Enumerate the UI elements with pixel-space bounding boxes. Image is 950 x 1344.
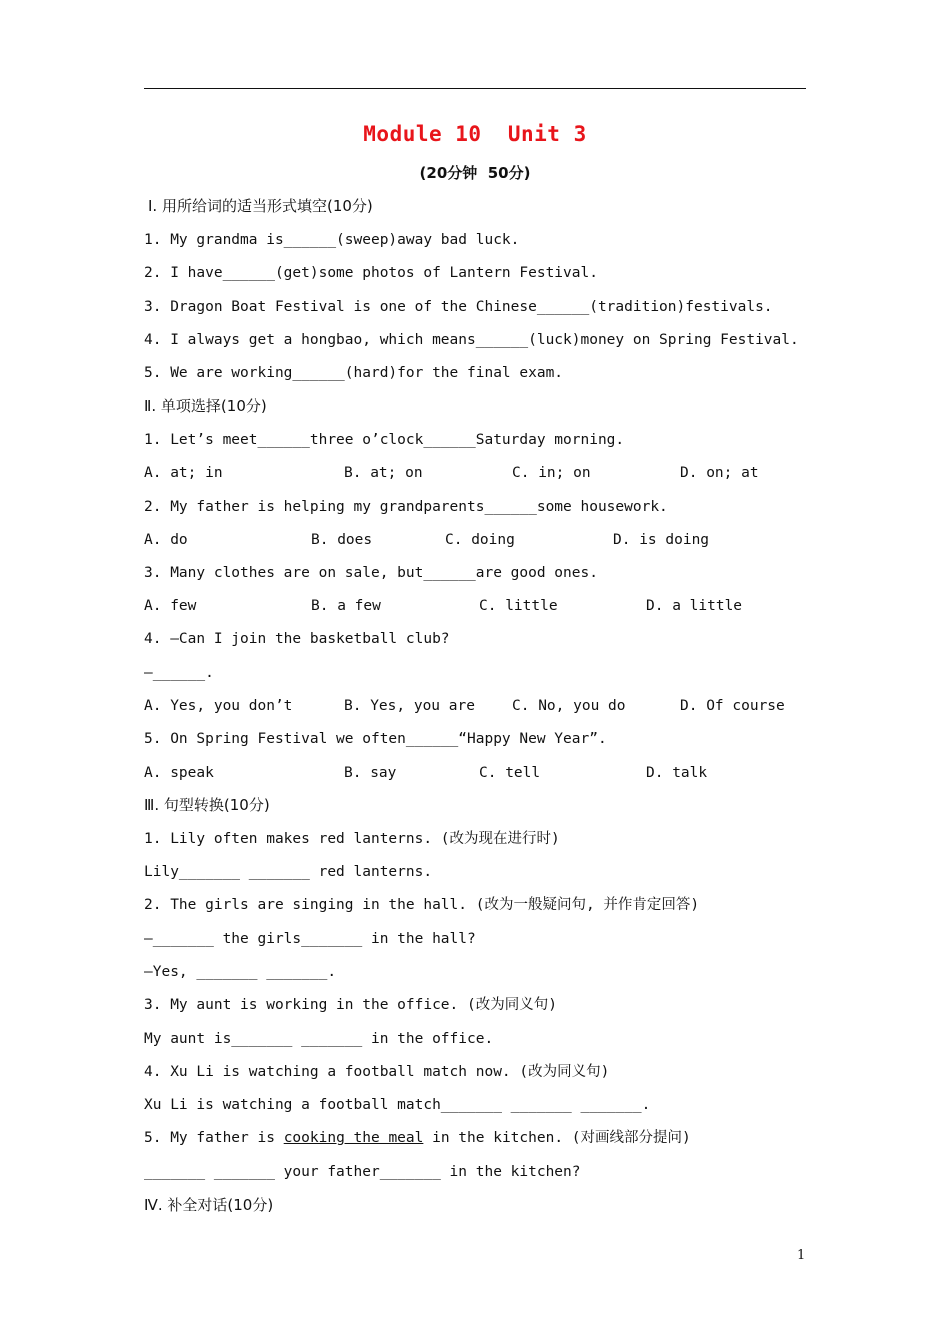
s2-question-5: 5. On Spring Festival we often______“Happy New Year”. <box>144 731 607 747</box>
s2-q2-option-c: C. doing <box>445 532 515 548</box>
s2-q4-answer-line: —______. <box>144 665 214 681</box>
s2-q1-option-d: D. on; at <box>680 465 759 481</box>
header-rule <box>144 88 806 89</box>
s2-q2-option-b: B. does <box>311 532 373 548</box>
s3-q5-answer: _______ _______ your father_______ in the kitchen? <box>144 1164 581 1180</box>
s3-q2-answer-1: —_______ the girls_______ in the hall? <box>144 931 476 947</box>
s1-item-2: 2. I have______(get)some photos of Lantern Festival. <box>144 265 598 281</box>
s3-question-4: 4. Xu Li is watching a football match now. (改为同义句) <box>144 1064 610 1080</box>
s2-q5-option-b: B. say <box>344 765 397 781</box>
section-1-heading: Ⅰ. 用所给词的适当形式填空(10分) <box>148 197 373 215</box>
s1-item-4: 4. I always get a hongbao, which means______(luck)money on Spring Festival. <box>144 332 799 348</box>
s2-q4-option-b: B. Yes, you are <box>344 698 475 714</box>
s3-question-5 <box>144 1128 691 1148</box>
s1-item-3: 3. Dragon Boat Festival is one of the Chinese______(tradition)festivals. <box>144 299 773 315</box>
s2-q5-option-a: A. speak <box>144 765 214 781</box>
s3-q5-underlined-phrase: cooking the meal <box>283 1130 424 1146</box>
s3-question-1: 1. Lily often makes red lanterns. (改为现在进行时) <box>144 831 560 847</box>
s2-q4-option-c: C. No, you do <box>512 698 626 714</box>
s2-q1-option-a: A. at; in <box>144 465 223 481</box>
section-4-heading: Ⅳ. 补全对话(10分) <box>144 1196 274 1214</box>
s3-q1-answer: Lily_______ _______ red lanterns. <box>144 864 433 880</box>
s2-q4-option-a: A. Yes, you don’t <box>144 698 293 714</box>
s2-q4-option-d: D. Of course <box>680 698 785 714</box>
s1-item-1: 1. My grandma is______(sweep)away bad luck. <box>144 232 520 248</box>
s2-q3-option-c: C. little <box>479 598 558 614</box>
s2-question-1: 1. Let’s meet______three o’clock______Saturday morning. <box>144 432 625 448</box>
s3-q3-answer: My aunt is_______ _______ in the office. <box>144 1031 494 1047</box>
page-number: 1 <box>797 1248 806 1263</box>
s2-question-2: 2. My father is helping my grandparents______some housework. <box>144 499 668 515</box>
section-2-heading: Ⅱ. 单项选择(10分) <box>144 397 267 415</box>
s2-q5-option-c: C. tell <box>479 765 541 781</box>
s2-q3-option-a: A. few <box>144 598 197 614</box>
s3-question-2: 2. The girls are singing in the hall. (改为一般疑问句, 并作肯定回答) <box>144 897 700 913</box>
page-subtitle: (20分钟 50分) <box>419 164 531 182</box>
s2-q3-option-b: B. a few <box>311 598 381 614</box>
s2-q1-option-b: B. at; on <box>344 465 423 481</box>
s3-q4-answer: Xu Li is watching a football match_______ _______ _______. <box>144 1097 651 1113</box>
page-title: Module 10 Unit 3 <box>363 122 587 146</box>
s3-q5-suffix: in the kitchen. (对画线部分提问) <box>423 1130 691 1146</box>
s2-q2-option-a: A. do <box>144 532 188 548</box>
s3-q5-prefix: 5. My father is <box>144 1130 284 1146</box>
s2-question-4: 4. —Can I join the basketball club? <box>144 631 450 647</box>
s2-q5-option-d: D. talk <box>646 765 708 781</box>
s2-question-3: 3. Many clothes are on sale, but______are good ones. <box>144 565 598 581</box>
s2-q3-option-d: D. a little <box>646 598 743 614</box>
s3-q2-answer-2: —Yes, _______ _______. <box>144 964 337 980</box>
s3-question-3: 3. My aunt is working in the office. (改为同义句) <box>144 997 557 1013</box>
s1-item-5: 5. We are working______(hard)for the final exam. <box>144 365 564 381</box>
s2-q2-option-d: D. is doing <box>613 532 710 548</box>
s2-q1-option-c: C. in; on <box>512 465 591 481</box>
section-3-heading: Ⅲ. 句型转换(10分) <box>144 796 270 814</box>
